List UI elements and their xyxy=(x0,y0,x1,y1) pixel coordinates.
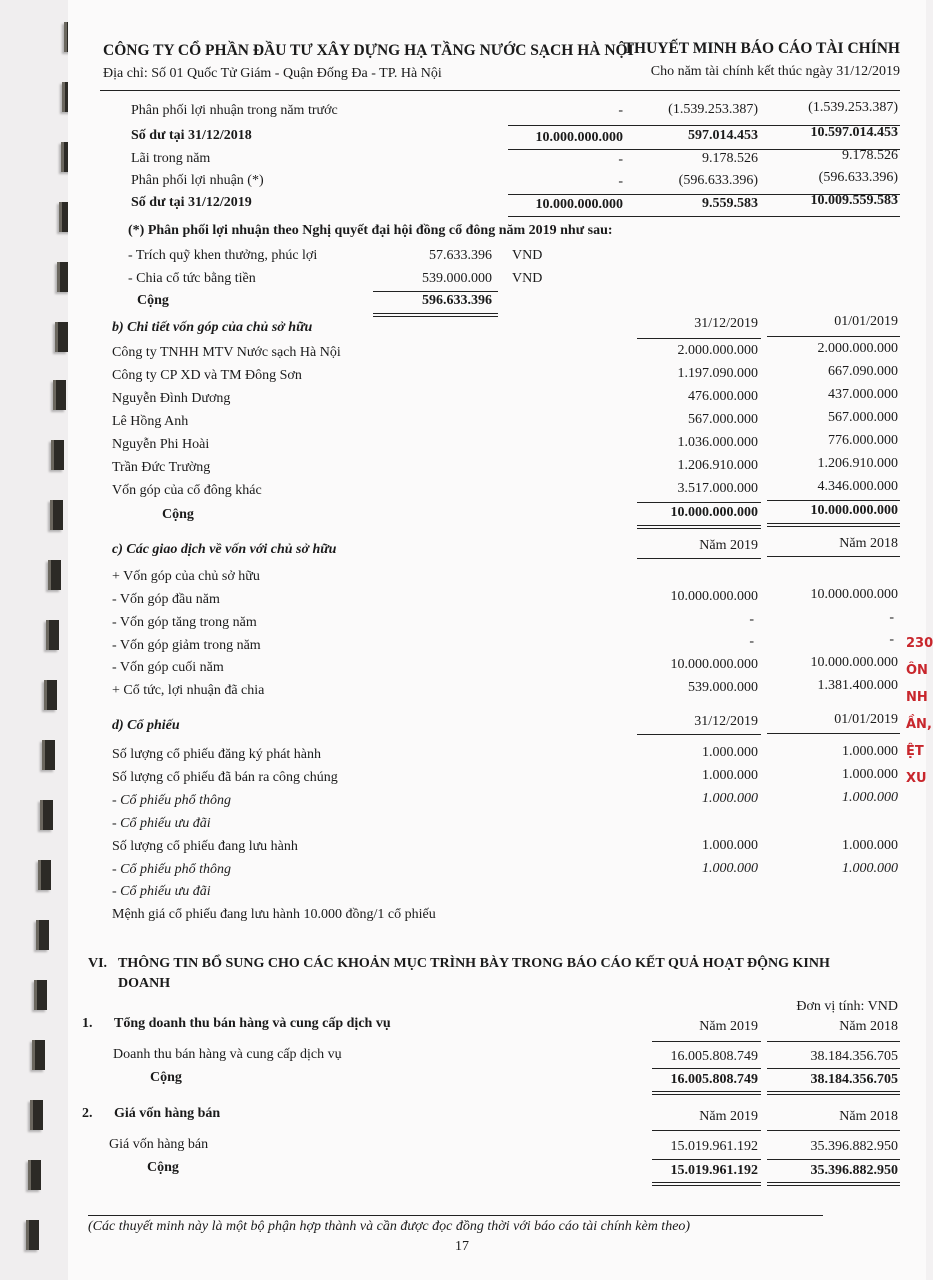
page-number: 17 xyxy=(455,1239,469,1254)
section-d-row-v2: 1.000.000 xyxy=(842,744,898,759)
header-divider xyxy=(100,90,900,91)
item1-total-v1: 16.005.808.749 xyxy=(670,1072,758,1087)
section-b-row-v2: 4.346.000.000 xyxy=(817,479,898,494)
rule xyxy=(373,291,498,292)
rule xyxy=(637,558,761,559)
section-b-row-label: Vốn góp của cổ đông khác xyxy=(112,483,262,498)
section-c-row-v2: 10.000.000.000 xyxy=(810,587,898,602)
binding-ring xyxy=(38,860,51,890)
section-c-row-label: - Vốn góp tăng trong năm xyxy=(112,615,257,630)
stamp-text: ỆT xyxy=(906,744,924,759)
section-d-row-label: Số lượng cổ phiếu đã bán ra công chúng xyxy=(112,770,338,785)
distribution-item-label: - Chia cổ tức bằng tiền xyxy=(128,271,256,286)
equity-row-c3: 10.009.559.583 xyxy=(810,193,898,208)
section-d-row-label: - Cổ phiếu ưu đãi xyxy=(112,884,211,899)
equity-row-c3: (1.539.253.387) xyxy=(808,100,898,115)
binding-ring xyxy=(36,920,49,950)
item1-col1: Năm 2019 xyxy=(699,1019,758,1034)
item1-row-v1: 16.005.808.749 xyxy=(670,1049,758,1064)
distribution-item-unit: VND xyxy=(512,248,543,263)
stamp-text: XU xyxy=(906,771,927,786)
rule xyxy=(767,336,900,337)
section-d-col2: 01/01/2019 xyxy=(834,712,898,727)
distribution-total-value: 596.633.396 xyxy=(422,293,492,308)
binding-ring xyxy=(34,980,47,1010)
distribution-item-unit: VND xyxy=(512,271,543,286)
rule xyxy=(637,734,761,735)
item2-col1: Năm 2019 xyxy=(699,1109,758,1124)
rule xyxy=(637,338,761,339)
section-c-row-label: - Vốn góp giảm trong năm xyxy=(112,638,261,653)
section-vi-title-cont: DOANH xyxy=(118,976,171,991)
section-b-row-v1: 476.000.000 xyxy=(688,389,758,404)
equity-row-c2: (596.633.396) xyxy=(678,173,758,188)
stamp-text: ÔN xyxy=(906,663,928,678)
item1-total-v2: 38.184.356.705 xyxy=(810,1072,898,1087)
section-d-title: d) Cổ phiếu xyxy=(112,718,180,733)
rule xyxy=(767,1068,900,1069)
section-d-row-v1: 1.000.000 xyxy=(702,791,758,806)
equity-row-c3: (596.633.396) xyxy=(818,170,898,185)
item1-title: Tổng doanh thu bán hàng và cung cấp dịch vụ xyxy=(114,1016,391,1031)
section-b-row-v1: 567.000.000 xyxy=(688,412,758,427)
item2-col2: Năm 2018 xyxy=(839,1109,898,1124)
section-d-row-v1: 1.000.000 xyxy=(702,745,758,760)
section-d-row-v2: 1.000.000 xyxy=(842,838,898,853)
equity-row-c1: - xyxy=(618,152,623,167)
section-b-row-label: Nguyễn Phi Hoài xyxy=(112,437,210,452)
section-d-row-label: - Cổ phiếu ưu đãi xyxy=(112,816,211,831)
rule xyxy=(652,1130,761,1131)
equity-row-label: Phân phối lợi nhuận (*) xyxy=(131,173,264,188)
distribution-item-label: - Trích quỹ khen thưởng, phúc lợi xyxy=(128,248,318,263)
section-b-row-v2: 667.090.000 xyxy=(828,364,898,379)
item1-number: 1. xyxy=(82,1016,93,1031)
section-b-row-label: Công ty TNHH MTV Nước sạch Hà Nội xyxy=(112,345,341,360)
binding-ring xyxy=(55,322,68,352)
section-c-row-v1: - xyxy=(749,634,754,649)
section-b-title: b) Chi tiết vốn góp của chủ sở hữu xyxy=(112,320,313,335)
section-c-col1: Năm 2019 xyxy=(699,538,758,553)
item1-total-label: Cộng xyxy=(150,1070,182,1085)
company-stamp xyxy=(906,630,933,820)
distribution-total-label: Cộng xyxy=(137,293,169,308)
equity-row-c1: 10.000.000.000 xyxy=(535,130,623,145)
section-d-col1: 31/12/2019 xyxy=(694,714,758,729)
section-b-row-v1: 1.197.090.000 xyxy=(677,366,758,381)
binding-ring xyxy=(51,440,64,470)
stamp-text: 230 xyxy=(906,636,933,651)
item2-total-label: Cộng xyxy=(147,1160,179,1175)
section-b-row-v2: 567.000.000 xyxy=(828,410,898,425)
rule xyxy=(637,502,761,503)
section-c-row-label: + Cổ tức, lợi nhuận đã chia xyxy=(112,683,265,698)
double-rule xyxy=(767,523,900,527)
report-period: Cho năm tài chính kết thúc ngày 31/12/2019 xyxy=(650,64,900,79)
section-d-row-v1: 1.000.000 xyxy=(702,768,758,783)
section-c-row-v2: 1.381.400.000 xyxy=(817,678,898,693)
section-b-row-label: Nguyễn Đình Dương xyxy=(112,391,231,406)
rule xyxy=(652,1041,761,1042)
section-b-row-label: Lê Hồng Anh xyxy=(112,414,189,429)
section-b-total-v1: 10.000.000.000 xyxy=(670,505,758,520)
section-c-row-v1: 10.000.000.000 xyxy=(670,657,758,672)
section-c-row-label: - Vốn góp cuối năm xyxy=(112,660,224,675)
section-d-row-label: - Cổ phiếu phổ thông xyxy=(112,862,231,877)
section-d-row-v1: 1.000.000 xyxy=(702,838,758,853)
section-b-row-v1: 3.517.000.000 xyxy=(677,481,758,496)
binding-ring xyxy=(50,500,63,530)
section-b-col1: 31/12/2019 xyxy=(694,316,758,331)
section-b-row-v1: 1.036.000.000 xyxy=(677,435,758,450)
section-d-row-label: Số lượng cổ phiếu đăng ký phát hành xyxy=(112,747,322,762)
section-b-row-v2: 437.000.000 xyxy=(828,387,898,402)
distribution-item-value: 57.633.396 xyxy=(429,248,492,263)
stamp-text: NH xyxy=(906,690,928,705)
section-c-row-v2: 10.000.000.000 xyxy=(810,655,898,670)
item1-col2: Năm 2018 xyxy=(839,1019,898,1034)
section-b-col2: 01/01/2019 xyxy=(834,314,898,329)
item1-row-v2: 38.184.356.705 xyxy=(810,1049,898,1064)
section-d-row-v1: 1.000.000 xyxy=(702,861,758,876)
binding-ring xyxy=(46,620,59,650)
equity-row-c2: 597.014.453 xyxy=(688,128,758,143)
rule xyxy=(652,1159,761,1160)
equity-row-c1: 10.000.000.000 xyxy=(535,197,623,212)
section-vi-title: THÔNG TIN BỔ SUNG CHO CÁC KHOẢN MỤC TRÌNH BÀY TRONG BÁO CÁO KẾT QUẢ HOẠT ĐỘNG KINH xyxy=(118,956,830,971)
company-address: Địa chỉ: Số 01 Quốc Tử Giám - Quận Đống Đa - TP. Hà Nội xyxy=(103,66,442,81)
double-rule xyxy=(767,1091,900,1095)
section-c-row-v1: - xyxy=(749,612,754,627)
item2-row-label: Giá vốn hàng bán xyxy=(109,1137,209,1152)
company-name: CÔNG TY CỔ PHẦN ĐẦU TƯ XÂY DỰNG HẠ TẦNG NƯỚC SẠCH HÀ NỘI xyxy=(103,42,634,59)
section-b-row-v1: 1.206.910.000 xyxy=(677,458,758,473)
footer-divider xyxy=(88,1215,823,1216)
equity-row-c2: 9.559.583 xyxy=(702,196,758,211)
item2-total-v2: 35.396.882.950 xyxy=(810,1163,898,1178)
section-b-row-v1: 2.000.000.000 xyxy=(677,343,758,358)
equity-row-c1: - xyxy=(618,103,623,118)
distribution-title: (*) Phân phối lợi nhuận theo Nghị quyết đại hội đồng cổ đông năm 2019 như sau: xyxy=(128,223,613,238)
binding-ring xyxy=(26,1220,39,1250)
section-d-row-label: - Cổ phiếu phổ thông xyxy=(112,793,231,808)
equity-row-c3: 10.597.014.453 xyxy=(810,125,898,140)
rule xyxy=(652,1068,761,1069)
item1-row-label: Doanh thu bán hàng và cung cấp dịch vụ xyxy=(113,1047,342,1062)
section-c-row-v2: - xyxy=(889,632,894,647)
double-rule xyxy=(652,1182,761,1186)
section-d-row-v2: 1.000.000 xyxy=(842,767,898,782)
binding-ring xyxy=(53,380,66,410)
item2-row-v1: 15.019.961.192 xyxy=(670,1139,758,1154)
unit-label: Đơn vị tính: VND xyxy=(796,999,898,1014)
section-d-row-v2: 1.000.000 xyxy=(842,861,898,876)
equity-row-c2: (1.539.253.387) xyxy=(668,102,758,117)
rule xyxy=(767,1130,900,1131)
section-c-title: c) Các giao dịch về vốn với chủ sở hữu xyxy=(112,542,337,557)
report-title: THUYẾT MINH BÁO CÁO TÀI CHÍNH xyxy=(623,40,900,57)
section-b-row-v2: 2.000.000.000 xyxy=(817,341,898,356)
equity-row-label: Phân phối lợi nhuận trong năm trước xyxy=(131,103,338,118)
equity-row-c2: 9.178.526 xyxy=(702,151,758,166)
double-rule xyxy=(637,525,761,529)
rule xyxy=(767,1159,900,1160)
double-rule xyxy=(652,1091,761,1095)
binding-ring xyxy=(40,800,53,830)
item2-number: 2. xyxy=(82,1106,93,1121)
section-c-row-v2: - xyxy=(889,610,894,625)
stamp-text: ẦN, xyxy=(906,717,932,732)
rule xyxy=(767,500,900,501)
section-d-row-v2: 1.000.000 xyxy=(842,790,898,805)
equity-row-label: Lãi trong năm xyxy=(131,151,211,166)
section-b-row-label: Trần Đức Trường xyxy=(112,460,211,475)
rule xyxy=(767,1041,900,1042)
double-rule xyxy=(373,313,498,317)
section-c-row-v1: 539.000.000 xyxy=(688,680,758,695)
par-value-note: Mệnh giá cổ phiếu đang lưu hành 10.000 đồng/1 cổ phiếu xyxy=(112,907,436,922)
section-c-col2: Năm 2018 xyxy=(839,536,898,551)
equity-row-label: Số dư tại 31/12/2018 xyxy=(131,128,252,143)
section-c-row-v1: 10.000.000.000 xyxy=(670,589,758,604)
item2-title: Giá vốn hàng bán xyxy=(114,1106,221,1121)
rule xyxy=(767,556,900,557)
double-rule xyxy=(767,1182,900,1186)
section-b-row-v2: 776.000.000 xyxy=(828,433,898,448)
binding-ring xyxy=(28,1160,41,1190)
section-b-row-label: Công ty CP XD và TM Đông Sơn xyxy=(112,368,302,383)
section-vi-number: VI. xyxy=(88,956,108,971)
binding-ring xyxy=(30,1100,43,1130)
rule xyxy=(767,733,900,734)
section-c-row-label: - Vốn góp đầu năm xyxy=(112,592,220,607)
item2-total-v1: 15.019.961.192 xyxy=(670,1163,758,1178)
section-b-total-v2: 10.000.000.000 xyxy=(810,503,898,518)
binding-ring xyxy=(48,560,61,590)
section-c-row-label: + Vốn góp của chủ sở hữu xyxy=(112,569,260,584)
footer-note: (Các thuyết minh này là một bộ phận hợp thành và cần được đọc đồng thời với báo cáo tài chính kèm theo) xyxy=(88,1219,691,1234)
section-b-row-v2: 1.206.910.000 xyxy=(817,456,898,471)
equity-row-label: Số dư tại 31/12/2019 xyxy=(131,195,252,210)
section-d-row-label: Số lượng cổ phiếu đang lưu hành xyxy=(112,839,298,854)
binding-ring xyxy=(32,1040,45,1070)
equity-row-c1: - xyxy=(618,174,623,189)
section-b-total-label: Cộng xyxy=(162,507,194,522)
spiral-binding xyxy=(0,0,68,1280)
rule xyxy=(508,216,900,217)
binding-ring xyxy=(44,680,57,710)
distribution-item-value: 539.000.000 xyxy=(422,271,492,286)
binding-ring xyxy=(42,740,55,770)
equity-row-c3: 9.178.526 xyxy=(842,148,898,163)
item2-row-v2: 35.396.882.950 xyxy=(810,1139,898,1154)
